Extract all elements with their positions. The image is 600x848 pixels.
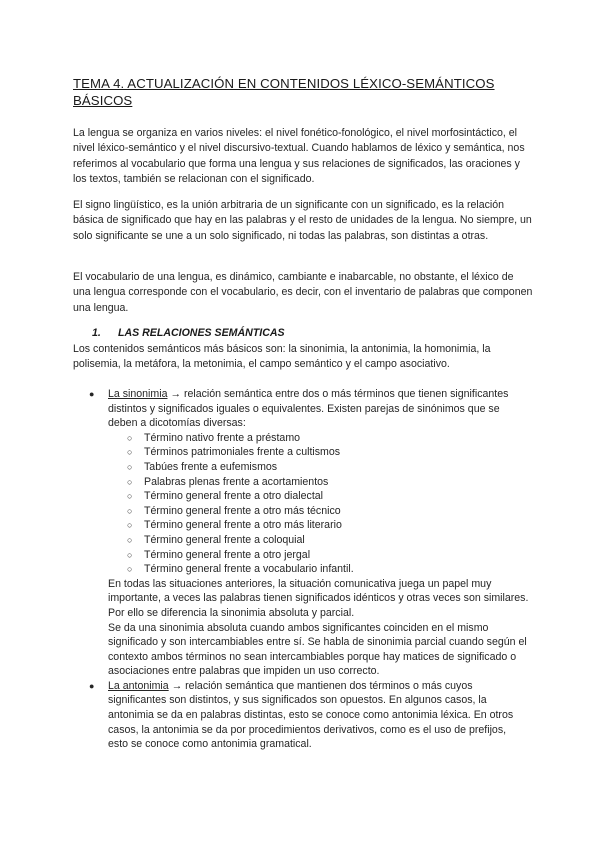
section-number: 1. bbox=[92, 327, 101, 339]
list-item: ○ Término general frente a coloquial bbox=[127, 533, 529, 548]
sinonimia-types: Se da una sinonimia absoluta cuando ambos significantes coinciden en el mismo significado y son intercambiables entre sí. Se habla de sinonimia parcial cuando según el contexto ambos términos no sean intercambiables porque hay matices de significado o asociaciones entre palabras que impiden un uso correcto. bbox=[108, 621, 527, 678]
list-item: ○ Tabúes frente a eufemismos bbox=[127, 460, 529, 475]
section-heading bbox=[92, 327, 285, 339]
list-item: ○ Término general frente a otro más técnico bbox=[127, 504, 529, 519]
term-sinonimia: La sinonimia bbox=[108, 388, 168, 400]
paragraph-levels: La lengua se organiza en varios niveles: el nivel fonético-fonológico, el nivel morfosintáctico, el nivel léxico-semántico y el nivel discursivo-textual. Cuando hablamos de léxico y semántica, nos referimos al vocabulario que forma una lengua y sus relaciones de significados, las oraciones y los textos, también se relacionan con el significado. bbox=[73, 127, 525, 185]
list-item: ○ Término general frente a vocabulario infantil. bbox=[127, 562, 529, 577]
list-item: ○ Término nativo frente a préstamo bbox=[127, 431, 529, 446]
definition-antonimia: → relación semántica que mantienen dos términos o más cuyos significantes son distintos, y sus significados son opuestos. En algunos casos, la antonimia se da en palabras distintas, esto se conoce como antonimia léxica. En otros casos, la antonimia se da por procedimientos derivativos, como es el uso de prefijos, esto se conoce como antonimia gramatical. bbox=[108, 679, 514, 751]
definition-sinonimia: → relación semántica entre dos o más términos que tienen significantes distintos y significados iguales o equivalentes. Existen parejas de sinónimos que se deben a dicotomías diversas: bbox=[108, 388, 509, 430]
section-intro: Los contenidos semánticos más básicos son: la sinonimia, la antonimia, la homonimia, la polisemia, la metáfora, la metonimia, el campo semántico y el campo asociativo. bbox=[73, 343, 491, 371]
sinonimia-note: En todas las situaciones anteriores, la situación comunicativa juega un papel muy importante, a veces las palabras tienen significados idénticos y otras veces son similares. Por ello se diferencia la sinonimia absoluta y parcial. bbox=[108, 577, 529, 619]
list-item-antonimia bbox=[91, 679, 529, 752]
term-antonimia: La antonimia bbox=[108, 679, 169, 692]
dichotomy-list bbox=[108, 431, 529, 577]
paragraph-sign: El signo lingüístico, es la unión arbitraria de un significante con un significado, es la relación básica de significado que hay en las palabras y el resto de unidades de la lengua. No siempre, un solo significante se une a un solo significado, ni todas las palabras, son distintas a otras. bbox=[73, 199, 532, 242]
list-item: ○ Término general frente a otro dialectal bbox=[127, 489, 529, 504]
page-title: TEMA 4. ACTUALIZACIÓN EN CONTENIDOS LÉXICO-SEMÁNTICOS BÁSICOS bbox=[73, 76, 495, 108]
list-item-sinonimia bbox=[91, 387, 529, 679]
list-item: ○ Términos patrimoniales frente a cultismos bbox=[127, 445, 529, 460]
list-item: ○ Término general frente a otro más literario bbox=[127, 518, 529, 533]
list-item: ○ Palabras plenas frente a acortamientos bbox=[127, 475, 529, 490]
section-title: LAS RELACIONES SEMÁNTICAS bbox=[118, 327, 285, 339]
paragraph-vocabulary: El vocabulario de una lengua, es dinámico, cambiante e inabarcable, no obstante, el léxico de una lengua corresponde con el vocabulario, es decir, con el inventario de palabras que componen una lengua. bbox=[73, 271, 533, 314]
list-item: ○ Término general frente a otro jergal bbox=[127, 548, 529, 563]
relations-list bbox=[91, 387, 529, 752]
